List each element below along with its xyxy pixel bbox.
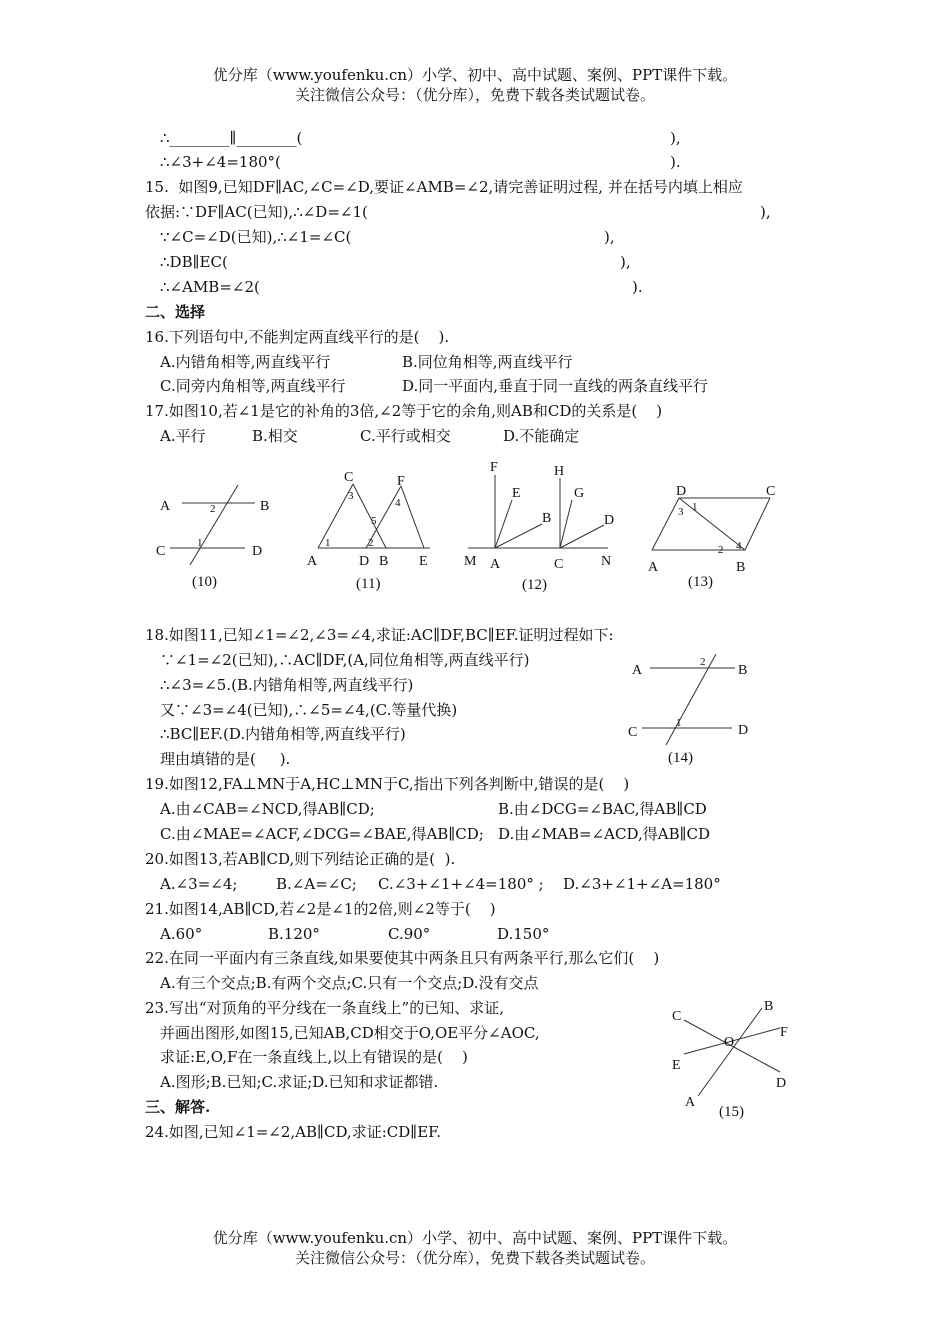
fig11-label-d: D [359, 554, 370, 569]
fig14-angle-1: 1 [676, 717, 682, 729]
top-line-1-start: ∴________∥________( [160, 129, 303, 147]
fig15-caption: (15) [719, 1104, 744, 1120]
fig13-angle-1: 1 [692, 501, 698, 513]
q15-line-2-start: ∵∠C=∠D(已知),∴∠1=∠C( [160, 228, 352, 246]
q17-option-b: B.相交 [252, 427, 298, 445]
q17-option-c: C.平行或相交 [360, 427, 451, 445]
section-3-title: 三、解答. [145, 1098, 211, 1116]
fig14-angle-2: 2 [700, 656, 706, 668]
q23-line-1: 23.写出“对顶角的平分线在一条直线上”的已知、求证, [145, 999, 504, 1017]
figure-13 [642, 478, 782, 596]
q18-step-c: 又∵∠3=∠4(已知),∴∠5=∠4,(C.等量代换) [160, 701, 458, 719]
fig13-angle-4: 4 [736, 540, 742, 552]
header-line-1: 优分库（www.youfenku.cn）小学、初中、高中试题、案例、PPT课件下载。 [212, 66, 738, 84]
q19-stem: 19.如图12,FA⊥MN于A,HC⊥MN于C,指出下列各判断中,错误的是( ) [145, 775, 630, 793]
q22-stem: 22.在同一平面内有三条直线,如果要使其中两条且只有两条平行,那么它们( ) [145, 949, 660, 967]
fig10-caption: (10) [192, 574, 217, 590]
fig14-label-d: D [738, 723, 749, 738]
header-line-2: 关注微信公众号：（优分库），免费下载各类试题试卷。 [294, 86, 655, 104]
fig11-label-c: C [344, 470, 354, 485]
fig13-label-c: C [766, 484, 776, 499]
q19-option-d: D.由∠MAB=∠ACD,得AB∥CD [498, 825, 711, 843]
figure-10 [150, 478, 280, 596]
fig11-angle-2: 2 [368, 537, 374, 549]
q15-line-1-end: ), [760, 203, 771, 221]
fig13-angle-2: 2 [718, 544, 724, 556]
fig12-label-a: A [490, 557, 501, 572]
fig15-label-c: C [672, 1009, 682, 1024]
fig15-label-d: D [776, 1076, 787, 1091]
q18-question: 理由填错的是( ). [160, 750, 291, 768]
figure-12 [460, 458, 620, 596]
fig11-label-f: F [397, 474, 405, 489]
q15-line-3-end: ), [620, 253, 631, 271]
fig13-label-b: B [736, 560, 746, 575]
figure-11 [298, 462, 443, 596]
q19-option-b: B.由∠DCG=∠BAC,得AB∥CD [498, 800, 707, 818]
q15-line-1-start: 依据:∵DF∥AC(已知),∴∠D=∠1( [145, 203, 368, 221]
q15-line-4-start: ∴∠AMB=∠2( [160, 278, 260, 296]
q21-option-a: A.60° [160, 925, 203, 943]
fig15-label-f: F [780, 1025, 788, 1040]
fig11-label-e: E [419, 554, 428, 569]
q18-step-a: ∵∠1=∠2(已知),∴AC∥DF,(A,同位角相等,两直线平行) [160, 651, 530, 669]
q15-stem: 15. 如图9,已知DF∥AC,∠C=∠D,要证∠AMB=∠2,请完善证明过程, 并在括号内填上相应 [145, 178, 743, 196]
fig15-label-b: B [764, 999, 774, 1014]
fig12-label-m: M [464, 554, 477, 569]
q20-stem: 20.如图13,若AB∥CD,则下列结论正确的是( ). [145, 850, 456, 868]
fig10-label-c: C [156, 544, 166, 559]
fig11-label-b: B [379, 554, 389, 569]
q21-option-d: D.150° [497, 925, 550, 943]
fig12-label-n: N [601, 554, 612, 569]
fig13-angle-3: 3 [678, 506, 684, 518]
fig12-label-d: D [604, 513, 615, 528]
q19-option-c: C.由∠MAE=∠ACF,∠DCG=∠BAE,得AB∥CD; [160, 825, 484, 843]
fig10-angle-1: 1 [197, 537, 203, 549]
fig10-label-a: A [160, 499, 171, 514]
q21-option-b: B.120° [268, 925, 320, 943]
fig13-label-d: D [676, 484, 687, 499]
q20-option-d: D.∠3+∠1+∠A=180° [563, 875, 721, 893]
q21-stem: 21.如图14,AB∥CD,若∠2是∠1的2倍,则∠2等于( ) [145, 900, 496, 918]
fig12-label-h: H [554, 464, 565, 479]
q20-option-a: A.∠3=∠4; [160, 875, 238, 893]
section-2-title: 二、选择 [145, 303, 206, 321]
q23-options: A.图形;B.已知;C.求证;D.已知和求证都错. [160, 1073, 439, 1091]
figure-15 [662, 992, 802, 1124]
q17-option-d: D.不能确定 [503, 427, 580, 445]
fig11-caption: (11) [356, 576, 381, 592]
footer-line-1: 优分库（www.youfenku.cn）小学、初中、高中试题、案例、PPT课件下载。 [212, 1229, 738, 1247]
fig14-label-b: B [738, 663, 748, 678]
fig10-label-d: D [252, 544, 263, 559]
top-line-2-start: ∴∠3+∠4=180°( [160, 153, 281, 171]
q15-line-4-end: ). [632, 278, 643, 296]
q21-option-c: C.90° [388, 925, 431, 943]
fig11-angle-5: 5 [371, 515, 377, 527]
q16-stem: 16.下列语句中,不能判定两直线平行的是( ). [145, 328, 450, 346]
q17-stem: 17.如图10,若∠1是它的补角的3倍,∠2等于它的余角,则AB和CD的关系是( ) [145, 402, 663, 420]
footer-line-2: 关注微信公众号：（优分库），免费下载各类试题试卷。 [294, 1249, 655, 1267]
fig12-label-c: C [554, 557, 564, 572]
q18-step-d: ∴BC∥EF.(D.内错角相等,两直线平行) [160, 725, 406, 743]
q24-stem: 24.如图,已知∠1=∠2,AB∥CD,求证:CD∥EF. [145, 1123, 441, 1141]
fig15-label-o: O [724, 1035, 735, 1050]
q20-option-c: C.∠3+∠1+∠4=180° ; [378, 875, 544, 893]
fig12-label-b: B [542, 511, 552, 526]
q16-option-a: A.内错角相等,两直线平行 [160, 353, 331, 371]
fig11-label-a: A [307, 554, 318, 569]
q22-options: A.有三个交点;B.有两个交点;C.只有一个交点;D.没有交点 [160, 974, 539, 992]
q19-option-a: A.由∠CAB=∠NCD,得AB∥CD; [160, 800, 375, 818]
fig11-angle-1: 1 [325, 537, 331, 549]
fig12-label-f: F [490, 460, 498, 475]
fig14-label-a: A [632, 663, 643, 678]
q17-option-a: A.平行 [160, 427, 206, 445]
fig15-label-e: E [672, 1058, 681, 1073]
q15-line-2-end: ), [604, 228, 615, 246]
fig15-label-a: A [685, 1095, 696, 1110]
q23-line-3: 求证:E,O,F在一条直线上,以上有错误的是( ) [160, 1048, 468, 1066]
fig11-angle-3: 3 [348, 490, 354, 502]
fig14-label-c: C [628, 725, 638, 740]
fig14-caption: (14) [668, 750, 693, 766]
top-line-2-end: ). [670, 153, 681, 171]
fig12-label-e: E [512, 486, 521, 501]
fig10-label-b: B [260, 499, 270, 514]
figure-14 [622, 650, 762, 770]
q23-line-2: 并画出图形,如图15,已知AB,CD相交于O,OE平分∠AOC, [160, 1024, 540, 1042]
q20-option-b: B.∠A=∠C; [276, 875, 357, 893]
q18-stem: 18.如图11,已知∠1=∠2,∠3=∠4,求证:AC∥DF,BC∥EF.证明过程如下: [145, 626, 614, 644]
q15-line-3-start: ∴DB∥EC( [160, 253, 228, 271]
q16-option-b: B.同位角相等,两直线平行 [402, 353, 573, 371]
q18-step-b: ∴∠3=∠5.(B.内错角相等,两直线平行) [160, 676, 414, 694]
fig12-label-g: G [574, 486, 585, 501]
fig10-angle-2: 2 [210, 503, 216, 515]
q16-option-c: C.同旁内角相等,两直线平行 [160, 377, 346, 395]
top-line-1-end: ), [670, 129, 681, 147]
q16-option-d: D.同一平面内,垂直于同一直线的两条直线平行 [402, 377, 709, 395]
fig13-label-a: A [648, 560, 659, 575]
fig13-caption: (13) [688, 574, 713, 590]
fig11-angle-4: 4 [395, 497, 401, 509]
fig12-caption: (12) [522, 577, 547, 593]
